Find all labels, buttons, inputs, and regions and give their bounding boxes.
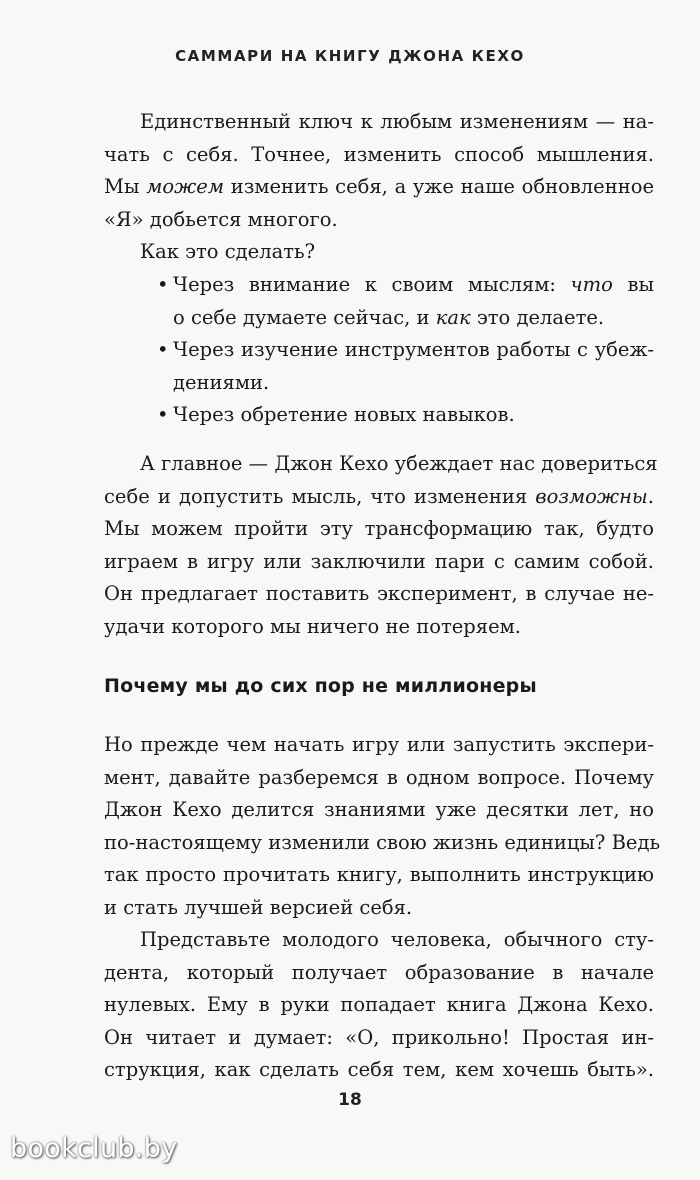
text-line: по-настоящему изменили свою жизнь единицы? Ведь xyxy=(104,830,661,854)
text-line: Мы можем изменить себя, а уже наше обновленное xyxy=(104,175,654,199)
paragraph-main xyxy=(104,448,658,644)
bullet-icon: • xyxy=(157,403,169,427)
question-line: Как это сделать? xyxy=(140,240,316,264)
text-line: А главное — Джон Кехо убеждает нас довериться xyxy=(140,452,658,475)
text-line: Представьте молодого человека, обычного сту- xyxy=(140,928,654,951)
paragraph-question xyxy=(104,729,661,925)
emphasis: как xyxy=(435,305,471,329)
bullet-item: • Через внимание к своим мыслям: что вы xyxy=(104,269,654,302)
bullet-item: • Через обретение новых навыков. xyxy=(104,399,654,432)
text-line: дента, который получает образование в начале xyxy=(104,960,654,984)
emphasis: что xyxy=(570,272,613,296)
text-line: мент, давайте разберемся в одном вопросе. Почему xyxy=(104,765,654,789)
paragraph-intro xyxy=(104,106,654,432)
bullet-icon: • xyxy=(157,338,169,362)
bullet-item-continuation: о себе думаете сейчас, и как это делаете. xyxy=(173,305,605,329)
text-line: струкция, как сделать себя тем, кем хочешь быть». xyxy=(104,1058,654,1082)
text-line: Но прежде чем начать игру или запустить экспери- xyxy=(104,733,654,756)
text-line: себе и допустить мысль, что изменения возможны. xyxy=(104,484,654,508)
text-line: Единственный ключ к любым изменениям — на- xyxy=(140,110,654,133)
text-line: играем в игру или заключили пари с самим собой. xyxy=(104,549,654,573)
bullet-item-continuation: дениями. xyxy=(173,370,270,394)
text-line: Он читает и думает: «О, прикольно! Простая ин- xyxy=(104,1025,654,1049)
bullet-icon: • xyxy=(157,272,169,296)
text-line: Мы можем пройти эту трансформацию так, будто xyxy=(104,517,654,541)
emphasis: можем xyxy=(146,175,224,199)
text-line: нулевых. Ему в руки попадает книга Джона Кехо. xyxy=(104,993,654,1017)
text-line: удачи которого мы ничего не потеряем. xyxy=(104,614,521,638)
running-head: САММАРИ НА КНИГУ ДЖОНА КЕХО xyxy=(175,47,525,65)
text-line: «Я» добьется многого. xyxy=(104,207,338,231)
text-line: чать с себя. Точнее, изменить способ мышления. xyxy=(104,142,654,166)
paragraph-student xyxy=(104,924,654,1087)
text-line: Джон Кехо делится знаниями уже десятки лет, но xyxy=(104,798,654,822)
text-line: и стать лучшей версией себя. xyxy=(104,895,413,919)
page-number: 18 xyxy=(338,1090,362,1110)
watermark-logo: bookclub.by xyxy=(10,1133,178,1164)
bullet-item: • Через изучение инструментов работы с убеж- xyxy=(104,334,654,367)
section-heading: Почему мы до сих пор не миллионеры xyxy=(104,675,537,697)
text-line: Он предлагает поставить эксперимент, в случае не- xyxy=(104,582,654,606)
emphasis: возможны xyxy=(535,484,648,508)
text-line: так просто прочитать книгу, выполнить инструкцию xyxy=(104,863,654,887)
